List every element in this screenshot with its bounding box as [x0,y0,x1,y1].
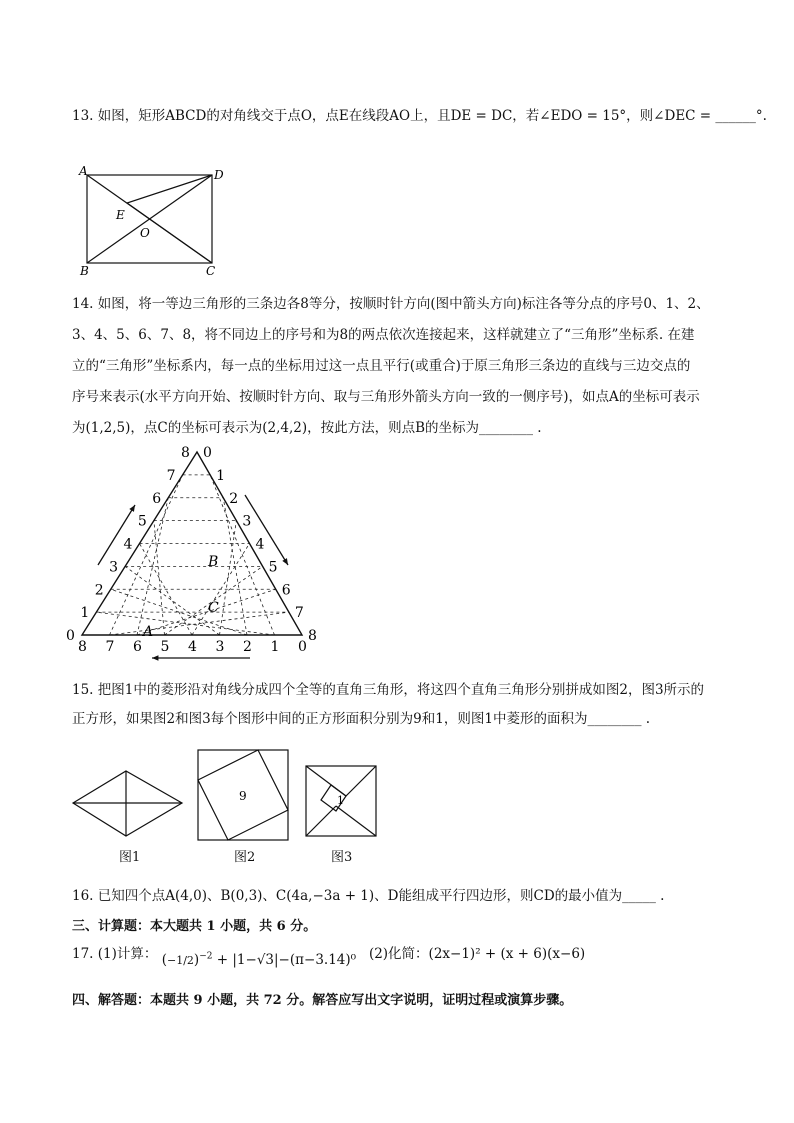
q15-line-1: 15. 把图1中的菱形沿对角线分成四个全等的直角三角形，将这四个直角三角形分别拼成如图2，图3所示的 [72,682,705,698]
arrow-right-side [245,495,288,565]
left-side-label: 2 [94,582,104,599]
q14-line-1: 14. 如图，将一等边三角形的三条边各8等分，按顺时针方向(图中箭头方向)标注各等分点的序号0、1、2、 [72,296,710,312]
grid-line [154,521,165,635]
bottom-side-label: 4 [188,639,197,655]
grid-line [125,566,219,635]
q14-line-5: 为(1,2,5)，点C的坐标可表示为(2,4,2)，按此方法，则点B的坐标为________ . [72,420,542,436]
arrow-bottom-side-head [152,655,158,660]
point-label-C: C [208,600,219,616]
label-C: C [206,264,216,278]
fig-caption-1: 图1 [119,850,141,865]
q17-part2: (2)化简：(2x−1)² + (x + 6)(x−6) [368,946,586,962]
q17-exponent: −2 [199,951,213,962]
right-side-label: 1 [216,467,226,484]
label-A: A [79,165,88,178]
q14-line-3: 立的“三角形”坐标系内，每一点的坐标用过这一点且平行(或重合)于原三角形三条边的直线与三边交点的 [72,358,691,374]
label-E: E [116,208,125,222]
left-side-label: 1 [80,605,90,622]
point-label-B: B [208,554,219,570]
arrow-right-side-head [282,558,288,565]
q14-line-2: 3、4、5、6、7、8，将不同边上的序号和为8的两点依次连接起来，这样就建立了“三角形”坐标系. 在建 [72,327,695,343]
bottom-side-label: 6 [133,639,142,655]
grid-line [192,544,250,636]
left-side-label: 4 [123,536,133,553]
triangle-outline [82,452,302,635]
bottom-side-label: 5 [160,639,170,655]
right-side-label: 0 [203,445,212,461]
label-O: O [140,226,150,240]
area-label-1: 1 [337,794,344,807]
fig-caption-3: 图3 [331,850,353,865]
q15-line-2: 正方形，如果图2和图3每个图形中间的正方形面积分别为9和1，则图1中菱形的面积为________ . [72,711,651,727]
area-label-9: 9 [239,789,247,803]
q13-rectangle-figure [72,165,232,280]
bottom-side-label: 8 [78,639,87,655]
arrow-left-side [98,505,135,565]
grid-line [210,475,274,635]
bottom-side-label: 1 [270,639,280,655]
right-side-label: 7 [294,605,304,622]
right-side-label: 2 [229,490,239,507]
q17-fraction: −1/2 [166,954,194,967]
q14-line-4: 序号来表示(水平方向开始、按顺时针方向、取与三角形外箭头方向一致的一侧序号)，如点A的坐标可表示 [72,389,700,405]
right-side-label: 8 [308,628,317,644]
section-4-heading: 四、解答题：本题共 9 小题，共 72 分。解答应写出文字说明，证明过程或演算步骤。 [72,993,573,1008]
q17-part1-expression: + |1−√3|−(π−3.14)⁰ [216,952,357,968]
q17-number: 17. [72,946,94,962]
bottom-side-label: 3 [215,639,225,655]
grid-line [110,612,289,635]
bottom-side-label: 0 [298,639,307,655]
label-B: B [80,264,89,278]
q17 [72,942,586,968]
left-side-label: 8 [181,445,190,461]
q15-figure-3-square [304,764,379,839]
bottom-side-label: 7 [105,639,115,655]
right-side-label: 3 [242,513,252,530]
q16-text: 16. 已知四个点A(4,0)、B(0,3)、C(4a,−3a + 1)、D能组成平行四边形，则CD的最小值为_____ . [72,888,665,904]
left-side-label: 5 [137,513,147,530]
left-side-label: 6 [152,490,162,507]
left-side-label: 7 [166,467,176,484]
q13-text: 13. 如图，矩形ABCD的对角线交于点O，点E在线段AO上，且DE = DC，若∠EDO = 15°，则∠DEC = ______°. [72,108,767,124]
right-side-label: 5 [268,559,278,576]
q17-part1-label: (1)计算： [97,946,158,962]
right-side-label: 6 [281,582,291,599]
bottom-side-label: 2 [243,639,252,655]
q14-triangle-coordinate-figure [60,440,330,670]
q17-power-term: $(-1/2)^{-2}$ [161,951,213,968]
point-label-A: A [143,624,154,640]
right-side-label: 4 [255,536,265,553]
fig-caption-2: 图2 [234,850,256,865]
q15-figure-1-rhombus [70,768,188,840]
left-side-label: 3 [109,559,119,576]
left-side-label: 0 [66,628,75,644]
label-D: D [214,168,224,182]
section-3-heading: 三、计算题：本大题共 1 小题，共 6 分。 [72,919,317,934]
arrow-left-side-head [129,505,135,512]
q15-figure-2-square [196,748,291,843]
